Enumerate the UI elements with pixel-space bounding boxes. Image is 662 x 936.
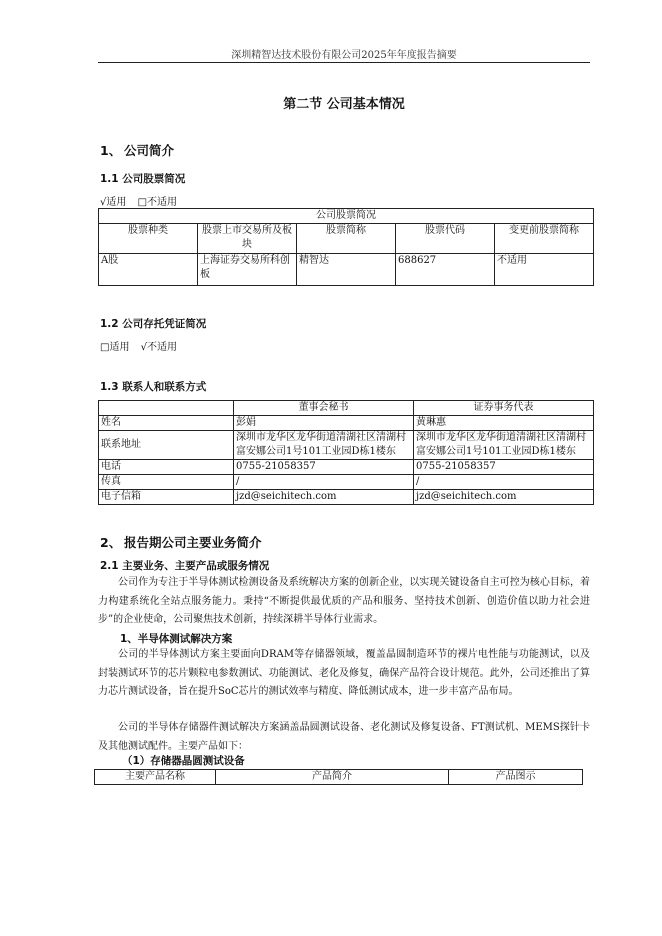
body-paragraph: 公司作为专注于半导体测试检测设备及系统解决方案的创新企业，以实现关键设备自主可控为核心目标，着力构建系统化全站点服务能力。秉持“不断提供最优质的产品和服务、坚持技术创新、创造价值以助力社会进步”的企业使命，公司聚焦技术创新，持续深耕半导体行业需求。	[98, 577, 590, 625]
heading-text: 报告期公司主要业务简介	[124, 535, 262, 550]
table-cell: A股	[99, 254, 198, 286]
table-cell: 彭娟	[234, 416, 414, 431]
stock-applicability-options	[100, 193, 177, 208]
heading-stock-overview: 1.1 公司股票简况	[100, 173, 186, 185]
subheading-wafer-test: （1）存储器晶圆测试设备	[122, 755, 245, 767]
heading-number: 2、	[100, 535, 122, 550]
subheading-test-solutions: 1、半导体测试解决方案	[120, 633, 233, 645]
table-cell: 上海证券交易所科创板	[198, 254, 297, 286]
running-header: 深圳精智达技术股份有限公司2025年年度报告摘要	[231, 50, 457, 61]
table-cell: 精智达	[297, 254, 396, 286]
heading-depositary-receipts: 1.2 公司存托凭证简况	[100, 318, 207, 330]
column-header: 证券事务代表	[414, 401, 594, 416]
table-cell: /	[234, 475, 414, 490]
table-cell: /	[414, 475, 594, 490]
column-header: 股票种类	[99, 224, 198, 254]
column-header: 主要产品名称	[95, 770, 216, 785]
table-cell: 0755-21058357	[414, 460, 594, 475]
row-label: 传真	[99, 475, 234, 490]
product-table	[94, 769, 583, 785]
heading-main-business	[100, 533, 262, 551]
body-paragraph: 公司的半导体存储器件测试解决方案涵盖晶圆测试设备、老化测试及修复设备、FT测试机、MEMS探针卡及其他测试配件。主要产品如下：	[98, 722, 590, 752]
table-cell: 黄琳惠	[414, 416, 594, 431]
table-cell: jzd@seichitech.com	[234, 490, 414, 505]
table-cell: 深圳市龙华区龙华街道清湖社区清湖村富安娜公司1号101工业园D栋1楼东	[414, 431, 594, 460]
table-cell: 深圳市龙华区龙华街道清湖社区清湖村富安娜公司1号101工业园D栋1楼东	[234, 431, 414, 460]
stock-overview-table	[98, 208, 594, 286]
section-title: 第二节 公司基本情况	[283, 97, 405, 112]
option-applicable: √适用	[100, 197, 127, 208]
header-rule	[98, 62, 590, 63]
dr-applicability-options	[100, 338, 177, 353]
heading-company-profile	[100, 141, 174, 159]
option-applicable: □适用	[100, 342, 130, 353]
contacts-table	[98, 400, 594, 505]
body-paragraph: 公司的半导体测试方案主要面向DRAM等存储器领域，覆盖晶圆制造环节的裸片电性能与功能测试，以及封装测试环节的芯片颗粒电参数测试、功能测试、老化及修复，确保产品符合设计规范。此外，公司还推出了算力芯片测试设备，旨在提升SoC芯片的测试效率与精度、降低测试成本，进一步丰富产品布局。	[98, 649, 590, 697]
heading-contacts: 1.3 联系人和联系方式	[100, 381, 207, 393]
table-cell: jzd@seichitech.com	[414, 490, 594, 505]
heading-text: 公司简介	[124, 143, 175, 158]
table-cell: 688627	[396, 254, 495, 286]
table-cell: 0755-21058357	[234, 460, 414, 475]
column-header: 产品简介	[216, 770, 449, 785]
row-label: 电子信箱	[99, 490, 234, 505]
heading-number: 1、	[100, 143, 122, 158]
column-header: 股票代码	[396, 224, 495, 254]
table-caption: 公司股票简况	[99, 209, 594, 224]
table-cell-empty	[99, 401, 234, 416]
heading-business-products: 2.1 主要业务、主要产品或服务情况	[100, 560, 270, 572]
option-not-applicable: □不适用	[137, 197, 178, 208]
row-label: 联系地址	[99, 431, 234, 460]
column-header: 股票简称	[297, 224, 396, 254]
row-label: 电话	[99, 460, 234, 475]
column-header: 董事会秘书	[234, 401, 414, 416]
table-cell: 不适用	[495, 254, 594, 286]
column-header: 变更前股票简称	[495, 224, 594, 254]
column-header: 产品图示	[449, 770, 583, 785]
row-label: 姓名	[99, 416, 234, 431]
column-header: 股票上市交易所及板块	[198, 224, 297, 254]
option-not-applicable: √不适用	[140, 342, 178, 353]
